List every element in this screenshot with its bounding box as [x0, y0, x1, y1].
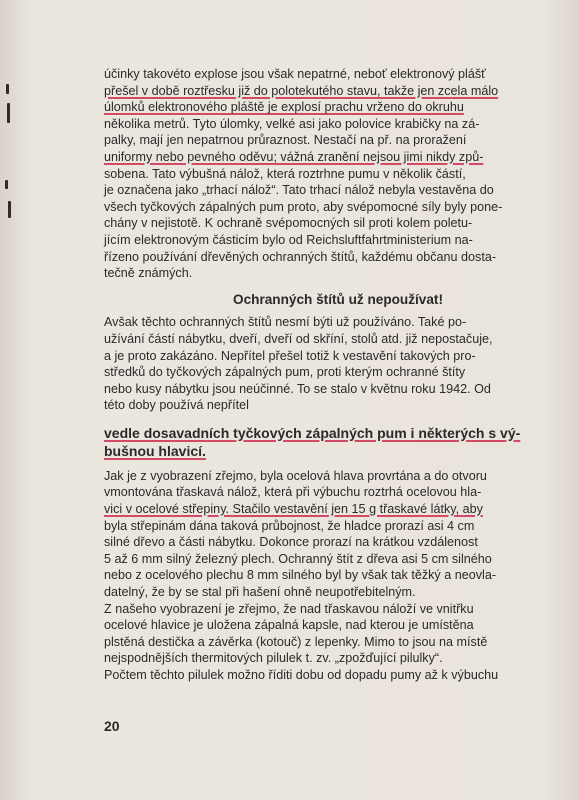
- text-line: nejspodnějších thermitových pilulek t. zv. „zpožďující pilulky“.: [104, 651, 443, 666]
- paragraph-2: [104, 314, 572, 414]
- text-line: Z našeho vyobrazení je zřejmo, že nad třaskavou náloží ve vnitřku: [104, 601, 474, 616]
- margin-mark: [6, 84, 9, 94]
- text-line: nebo kusy nábytku jsou neúčinné. To se stalo v květnu roku 1942. Od: [104, 381, 491, 396]
- text-line: vici v ocelové střepiny. Stačilo vestavění jen 15 g třaskavé látky, aby: [104, 502, 483, 517]
- text-line: silné dřevo a části nábytku. Dokonce prorazí na krátkou vzdálenost: [104, 535, 478, 550]
- text-line: datelný, že by se stal při hašení ohně neupotřebitelným.: [104, 585, 416, 600]
- margin-mark: [8, 201, 11, 218]
- emphasis-heading: [104, 424, 572, 460]
- paragraph-4: [104, 601, 572, 684]
- text-line: nebo z ocelového plechu 8 mm silného byl by však tak těžký a neovla-: [104, 568, 497, 583]
- text-line: Počtem těchto pilulek možno říditi dobu od dopadu pumy až k výbuchu: [104, 668, 499, 682]
- text-line: řízeno používání dřevěných ochranných štítů, každému občanu dosta-: [104, 249, 497, 264]
- text-line: vedle dosavadních tyčkových zápalných pum i některých s vý-: [104, 424, 521, 441]
- margin-mark: [7, 103, 10, 123]
- text-line: úlomků elektronového pláště je explosí prachu vrženo do okruhu: [104, 100, 464, 115]
- margin-mark: [5, 180, 8, 189]
- text-line: palky, mají jen nepatrnou průraznost. Nestačí na př. na proražení: [104, 133, 467, 148]
- text-line: tečně známých.: [104, 266, 193, 281]
- text-line: jícím elektronovým částicím bylo od Reichsluftfahrtministerium na-: [104, 232, 473, 247]
- text-line: chány v nejistotě. K ochraně svépomocných sil proti kolem poletu-: [104, 216, 473, 231]
- text-line: sobena. Tato výbušná nálož, která roztrhne pumu v několik částí,: [104, 166, 466, 181]
- text-line: Jak je z vyobrazení zřejmo, byla ocelová hlava provrtána a do otvoru: [104, 468, 487, 483]
- page-number: 20: [104, 718, 120, 734]
- paragraph-3: [104, 468, 572, 601]
- text-line: několika metrů. Tyto úlomky, velké asi jako polovice krabičky na zá-: [104, 116, 480, 131]
- text-line: ocelové hlavice je uložena zápalná kapsle, nad kterou je umístěna: [104, 618, 474, 633]
- text-line: přešel v době roztřesku již do polotekutého stavu, takže jen zcela málo: [104, 83, 499, 98]
- text-line: bušnou hlavicí.: [104, 442, 206, 459]
- text-line: všech tyčkových zápalných pum proto, aby svépomocné síly byly pone-: [104, 199, 503, 214]
- paragraph-1: [104, 66, 572, 282]
- text-line: byla střepinám dána taková průbojnost, že hladce prorazí asi 4 cm: [104, 518, 475, 533]
- text-line: je označena jako „trhací nálož“. Tato trhací nálož nebyla vestavěna do: [104, 183, 494, 198]
- text-line: Avšak těchto ochranných štítů nesmí býti už používáno. Také po-: [104, 315, 467, 330]
- section-heading: Ochranných štítů už nepoužívat!: [233, 291, 443, 307]
- text-line: středků do tyčkových zápalných pum, proti kterým ochranné štíty: [104, 365, 466, 380]
- text-line: vmontována třaskavá nálož, která při výbuchu roztrhá ocelovou hla-: [104, 485, 482, 500]
- text-line: užívání částí nábytku, dveří, dveří od skříní, stolů atd. již nepostačuje,: [104, 331, 493, 346]
- text-line: této doby používá nepřítel: [104, 398, 249, 413]
- text-line: 5 až 6 mm silný železný plech. Ochranný štít z dřeva asi 5 cm silného: [104, 551, 492, 566]
- text-line: uniformy nebo pevného oděvu; vážná zranění nejsou jimi nikdy způ-: [104, 149, 484, 164]
- text-line: účinky takovéto explose jsou však nepatrné, neboť elektronový plášť: [104, 67, 486, 81]
- text-line: a je proto zakázáno. Nepřítel přešel totiž k vestavění takových pro-: [104, 348, 476, 363]
- body-text: [104, 66, 572, 684]
- text-line: plstěná destička a závěrka (kotouč) z lepenky. Mimo to jsou na místě: [104, 634, 488, 649]
